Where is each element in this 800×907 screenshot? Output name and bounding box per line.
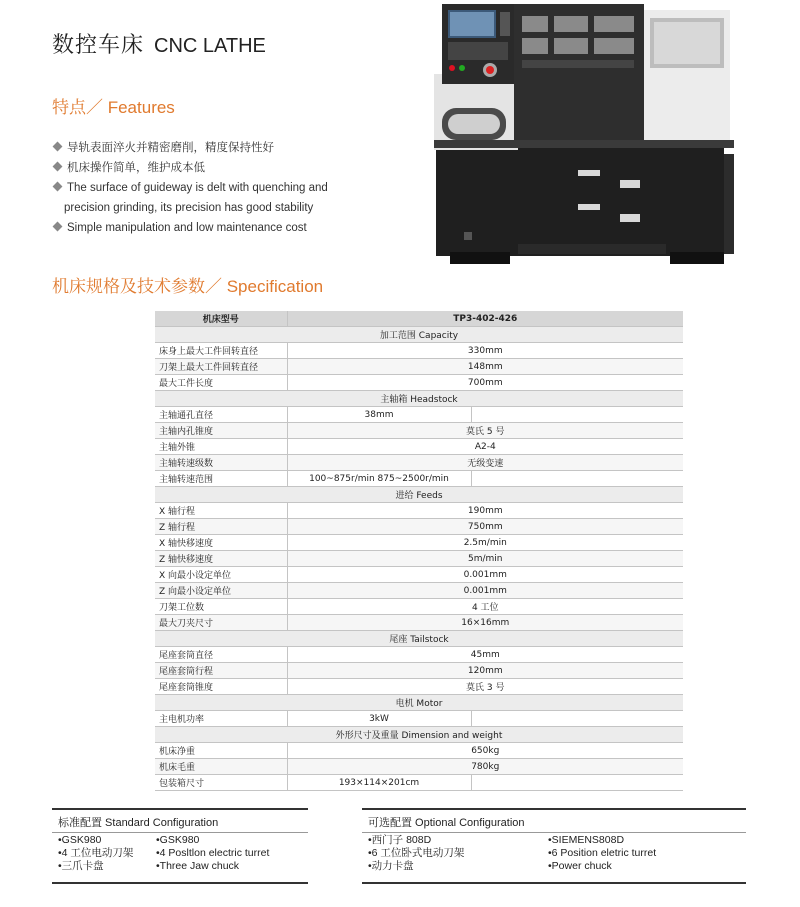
spec-table — [155, 311, 683, 791]
model-value: TP3-402-426 — [287, 311, 683, 327]
spec-value: 190mm — [287, 503, 683, 519]
config-item: •Power chuck — [548, 860, 612, 872]
spec-section-row — [155, 391, 683, 407]
spec-section-row — [155, 727, 683, 743]
spec-row — [155, 519, 683, 535]
spec-label: 最大刀夹尺寸 — [155, 615, 287, 631]
config-item: •6 Position eletric turret — [548, 847, 657, 859]
spec-label: 床身上最大工件回转直径 — [155, 343, 287, 359]
spec-value-2 — [471, 471, 683, 487]
spec-label: 包装箱尺寸 — [155, 775, 287, 791]
spec-value: 莫氏 3 号 — [287, 679, 683, 695]
model-label: 机床型号 — [155, 311, 287, 327]
features-heading: 特点／ Features — [52, 98, 175, 117]
spec-row — [155, 551, 683, 567]
spec-row — [155, 375, 683, 391]
spec-label: 尾座套筒锥度 — [155, 679, 287, 695]
spec-label: Z 轴行程 — [155, 519, 287, 535]
spec-value: 0.001mm — [287, 567, 683, 583]
feature-item — [52, 138, 328, 158]
spec-label: X 轴快移速度 — [155, 535, 287, 551]
diamond-bullet-icon — [53, 162, 63, 172]
config-item: •Three Jaw chuck — [156, 860, 240, 872]
feature-text: 机床操作简单，维护成本低 — [67, 162, 205, 174]
spec-row — [155, 615, 683, 631]
spec-value: 38mm — [287, 407, 471, 423]
spec-label: 尾座套筒直径 — [155, 647, 287, 663]
spec-label: 主轴转速范围 — [155, 471, 287, 487]
spec-value: 750mm — [287, 519, 683, 535]
feature-item — [52, 158, 328, 178]
spec-label: 主轴通孔直径 — [155, 407, 287, 423]
spec-label: 尾座套筒行程 — [155, 663, 287, 679]
spec-label: 主电机功率 — [155, 711, 287, 727]
spec-row — [155, 343, 683, 359]
config-item: •GSK980 — [156, 834, 200, 846]
spec-value: 780kg — [287, 759, 683, 775]
spec-row — [155, 711, 683, 727]
spec-row — [155, 759, 683, 775]
spec-value-2 — [471, 775, 683, 791]
config-item: •GSK980 — [58, 834, 102, 846]
spec-label: 主轴外锥 — [155, 439, 287, 455]
spec-row — [155, 407, 683, 423]
spec-label: 主轴内孔锥度 — [155, 423, 287, 439]
spec-section-title: 尾座 Tailstock — [155, 631, 683, 647]
spec-row — [155, 439, 683, 455]
optional-config-heading: 可选配置 Optional Configuration — [368, 817, 525, 829]
config-item: •4 Posltlon electric turret — [156, 847, 270, 859]
spec-value: 5m/min — [287, 551, 683, 567]
spec-label: 机床净重 — [155, 743, 287, 759]
spec-label: 主轴转速级数 — [155, 455, 287, 471]
spec-value: 45mm — [287, 647, 683, 663]
spec-label: 刀架工位数 — [155, 599, 287, 615]
optional-config — [362, 808, 746, 884]
feature-item — [52, 178, 328, 198]
spec-section-row — [155, 695, 683, 711]
spec-row — [155, 567, 683, 583]
spec-row — [155, 743, 683, 759]
spec-value: 148mm — [287, 359, 683, 375]
spec-label: 最大工件长度 — [155, 375, 287, 391]
feature-text: 导轨表面淬火并精密磨削，精度保持性好 — [67, 142, 274, 154]
spec-value: 16×16mm — [287, 615, 683, 631]
spec-value: 0.001mm — [287, 583, 683, 599]
spec-section-title: 进给 Feeds — [155, 487, 683, 503]
spec-row — [155, 471, 683, 487]
spec-value: 700mm — [287, 375, 683, 391]
title-cn: 数控车床 — [52, 33, 145, 58]
feature-item — [52, 198, 328, 218]
spec-section-title: 主轴箱 Headstock — [155, 391, 683, 407]
standard-config-cn — [58, 834, 133, 873]
spec-section-title: 电机 Motor — [155, 695, 683, 711]
spec-value: 4 工位 — [287, 599, 683, 615]
spec-value-2 — [471, 407, 683, 423]
spec-section-title: 加工范围 Capacity — [155, 327, 683, 343]
standard-config-en — [156, 834, 269, 873]
spec-header-row — [155, 311, 683, 327]
config-item: •6 工位卧式电动刀架 — [368, 847, 465, 859]
feature-text: Simple manipulation and low maintenance cost — [67, 222, 307, 234]
standard-config-heading: 标准配置 Standard Configuration — [58, 817, 219, 829]
optional-config-cn — [368, 834, 464, 873]
spec-value: A2-4 — [287, 439, 683, 455]
config-item: •动力卡盘 — [368, 860, 414, 872]
spec-row — [155, 503, 683, 519]
config-item: •三爪卡盘 — [58, 860, 104, 872]
config-item: •西门子 808D — [368, 834, 432, 846]
spec-row — [155, 663, 683, 679]
spec-value: 莫氏 5 号 — [287, 423, 683, 439]
feature-item — [52, 218, 328, 238]
spec-value: 193×114×201cm — [287, 775, 471, 791]
spec-row — [155, 679, 683, 695]
spec-row — [155, 535, 683, 551]
spec-value: 3kW — [287, 711, 471, 727]
spec-row — [155, 775, 683, 791]
feature-text: precision grinding, its precision has good stability — [64, 202, 314, 214]
spec-label: Z 轴快移速度 — [155, 551, 287, 567]
spec-value: 2.5m/min — [287, 535, 683, 551]
spec-label: 刀架上最大工件回转直径 — [155, 359, 287, 375]
standard-config — [52, 808, 308, 884]
spec-value: 100~875r/min 875~2500r/min — [287, 471, 471, 487]
page-title — [52, 28, 266, 59]
diamond-bullet-icon — [53, 222, 63, 232]
features-list — [52, 138, 328, 238]
spec-section-row — [155, 487, 683, 503]
spec-value: 650kg — [287, 743, 683, 759]
spec-row — [155, 599, 683, 615]
config-item: •SIEMENS808D — [548, 834, 625, 846]
spec-value: 330mm — [287, 343, 683, 359]
spec-row — [155, 647, 683, 663]
spec-row — [155, 359, 683, 375]
spec-label: X 向最小设定单位 — [155, 567, 287, 583]
spec-section-row — [155, 327, 683, 343]
feature-text: The surface of guideway is delt with quenching and — [67, 182, 328, 194]
optional-config-en — [548, 834, 656, 873]
diamond-bullet-icon — [53, 142, 63, 152]
spec-section-title: 外形尺寸及重量 Dimension and weight — [155, 727, 683, 743]
spec-value-2 — [471, 711, 683, 727]
spec-label: 机床毛重 — [155, 759, 287, 775]
spec-heading: 机床规格及技术参数／ Specification — [52, 277, 324, 296]
title-en: CNC LATHE — [154, 35, 266, 57]
spec-value: 无级变速 — [287, 455, 683, 471]
spec-label: Z 向最小设定单位 — [155, 583, 287, 599]
spec-section-row — [155, 631, 683, 647]
spec-row — [155, 583, 683, 599]
spec-label: X 轴行程 — [155, 503, 287, 519]
spec-row — [155, 423, 683, 439]
spec-row — [155, 455, 683, 471]
cnc-lathe-image — [428, 4, 768, 266]
spec-value: 120mm — [287, 663, 683, 679]
diamond-bullet-icon — [53, 182, 63, 192]
config-item: •4 工位电动刀架 — [58, 847, 134, 859]
